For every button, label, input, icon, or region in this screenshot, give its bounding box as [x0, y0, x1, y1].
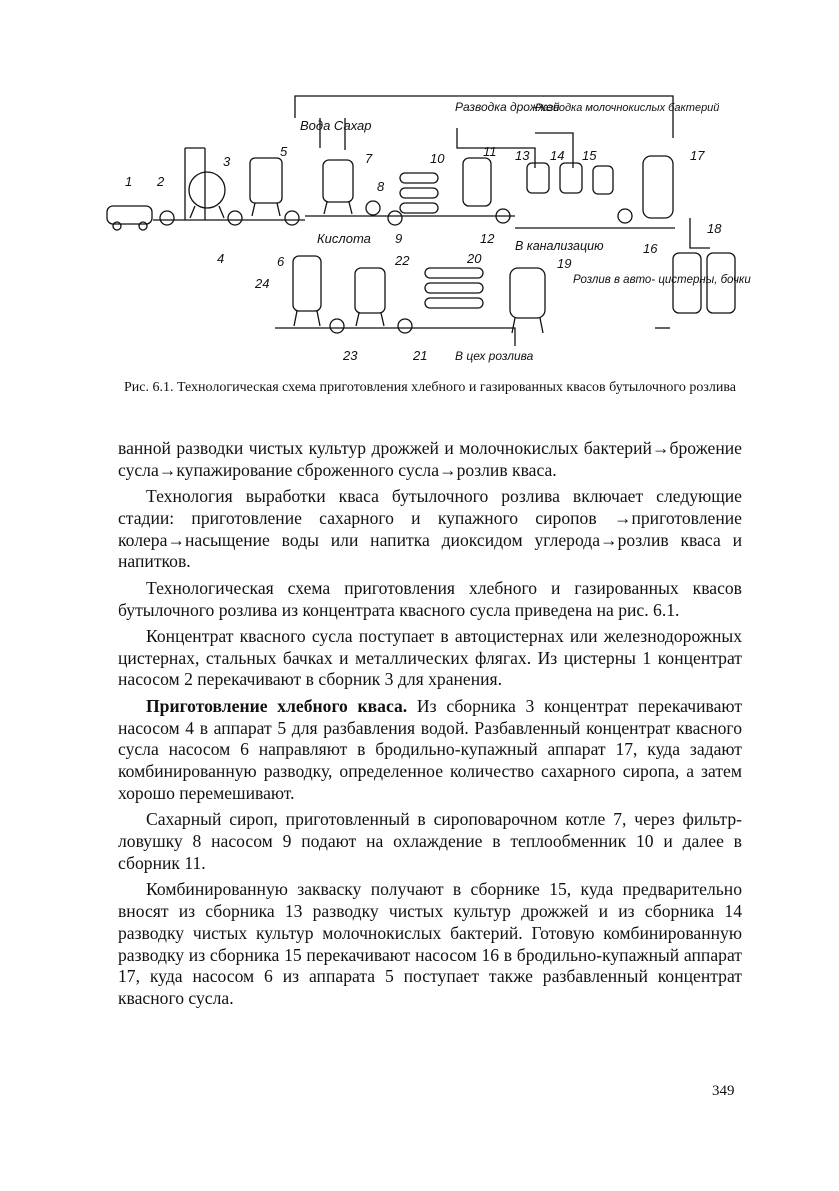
pump-23: [330, 319, 344, 333]
paragraph: [118, 486, 742, 573]
callout-10: 10: [430, 151, 445, 166]
heat-exchanger-10: [400, 173, 438, 183]
paragraph: [118, 809, 742, 874]
pump-8: [366, 201, 380, 215]
heat-exchanger-20: [425, 268, 483, 278]
label-v-tseh: В цех розлива: [455, 349, 534, 363]
callout-8: 8: [377, 179, 385, 194]
callout-24: 24: [255, 276, 270, 291]
paragraph: [118, 696, 742, 805]
heat-exchanger-20: [425, 283, 483, 293]
callout-21: 21: [413, 348, 428, 363]
heat-exchanger-10: [400, 203, 438, 213]
cooker-7: [323, 160, 353, 202]
callout-11: 11: [483, 144, 497, 159]
product-line: [435, 328, 515, 346]
vessel-24: [293, 256, 321, 311]
vessel-5-legs: [252, 203, 280, 216]
tank-19: [510, 268, 545, 318]
tank-13: [527, 163, 549, 193]
callout-12: 12: [480, 231, 495, 246]
tanker-wheel: [113, 222, 121, 230]
callout-4: 4: [217, 251, 225, 266]
label-razvodka-bakterii: Разводка молочнокислых бактерий: [535, 102, 720, 114]
callout-15: 15: [582, 148, 597, 163]
tank-11: [463, 158, 491, 206]
pump-6: [285, 211, 299, 225]
callout-1: 1: [125, 174, 133, 189]
tank-3: [189, 172, 225, 208]
vessel-24-legs: [294, 311, 320, 326]
pump-21: [398, 319, 412, 333]
page-number: 349: [712, 1083, 735, 1099]
paragraph: [118, 879, 742, 1010]
callout-5: 5: [280, 144, 288, 159]
tank-19-legs: [512, 318, 543, 333]
label-kislota: Кислота: [317, 231, 371, 246]
callout-3: 3: [223, 154, 231, 169]
process-flow-diagram: [95, 88, 755, 373]
callout-18: 18: [707, 221, 722, 236]
vessel-22: [355, 268, 385, 313]
label-v-kanalizaciyu: В канализацию: [515, 239, 604, 253]
callout-9: 9: [395, 231, 403, 246]
feed-column-1: [185, 148, 205, 220]
tank-14: [560, 163, 582, 193]
heat-exchanger-20: [425, 298, 483, 308]
apparatus-17: [643, 156, 673, 218]
paragraph-text: Технологическая схема приготовления хлебного и газированных квасов бутылочного розлива из концентрата квасного сусла приведена на рис. 6.1.: [118, 577, 742, 620]
label-rozliv: Розлив в авто- цистерны, бочки: [573, 274, 751, 286]
callout-22: 22: [395, 253, 410, 268]
paragraph-text: Технология выработки кваса бутылочного розлива включает следующие стадии: приготовление сахарного и купажного сиропов →приготовление колера→насыщение воды или напитка диоксидом углерода→розлив кваса и напитков.: [118, 486, 742, 572]
callout-2: 2: [157, 174, 165, 189]
body-text: [118, 438, 742, 1014]
callout-16: 16: [643, 241, 658, 256]
paragraph-text: Концентрат квасного сусла поступает в автоцистернах или железнодорожных цистернах, стальных бачках и металлических флягах. Из цистерны 1 концентрат насосом 2 перекачивают в сборник 3 для хранения.: [118, 625, 742, 690]
caption-prefix: Рис. 6.1.: [124, 380, 174, 395]
callout-23: 23: [343, 348, 358, 363]
paragraph: [118, 438, 742, 482]
pump-4: [228, 211, 242, 225]
paragraph-text: ванной разводки чистых культур дрожжей и молочнокислых бактерий→брожение сусла→купажирование сброженного сусла→розлив кваса.: [118, 438, 742, 480]
label-voda-sahar: Вода Сахар: [300, 118, 372, 133]
section-heading: Приготовление хлебного кваса.: [146, 695, 408, 716]
cooker-7-legs: [324, 202, 352, 214]
heat-exchanger-10: [400, 188, 438, 198]
callout-20: 20: [467, 251, 482, 266]
label-razvodka-drozhzhey: Разводка дрожжей: [455, 100, 560, 114]
pump-16: [618, 209, 632, 223]
paragraph-text: Сахарный сироп, приготовленный в сироповарочном котле 7, через фильтр-ловушку 8 насосом 9 подают на охлаждение в теплообменник 10 и далее в сборник 11.: [118, 809, 742, 873]
pump-9: [388, 211, 402, 225]
pump-2: [160, 211, 174, 225]
vessel-22-legs: [356, 313, 384, 326]
callout-14: 14: [550, 148, 565, 163]
callout-19: 19: [557, 256, 572, 271]
paragraph: [118, 626, 742, 691]
figure-caption: [120, 379, 740, 396]
vessel-5: [250, 158, 282, 203]
tanker-1: [107, 206, 152, 224]
callout-7: 7: [365, 151, 373, 166]
callout-13: 13: [515, 148, 530, 163]
callout-6: 6: [277, 254, 285, 269]
paragraph-text: Из сборника 3 концентрат перекачивают насосом 4 в аппарат 5 для разбавления водой. Разбавленный концентрат квасного сусла насосом 6 направляют в бродильно-купажный аппарат 17, куда задают комбинированную разводку, определенное количество сахарного сиропа, а затем хорошо перемешивают.: [118, 695, 743, 803]
paragraph: [118, 578, 742, 622]
tank-15: [593, 166, 613, 194]
callout-17: 17: [690, 148, 705, 163]
paragraph-text: Комбинированную закваску получают в сборнике 15, куда предварительно вносят из сборника 13 разводку чистых культур дрожжей и из сборника 14 разводку чистых культур молочнокислых бактерий. Готовую комбинированную разводку из сборника 15 перекачивают насосом 16 в бродильно-купажный аппарат 17, куда насосом 6 из аппарата 5 поступает также разбавленный концентрат квасного сусла.: [118, 879, 742, 1009]
caption-text: Технологическая схема приготовления хлебного и газированных квасов бутылочного розлива: [177, 380, 736, 395]
tanker-wheel: [139, 222, 147, 230]
